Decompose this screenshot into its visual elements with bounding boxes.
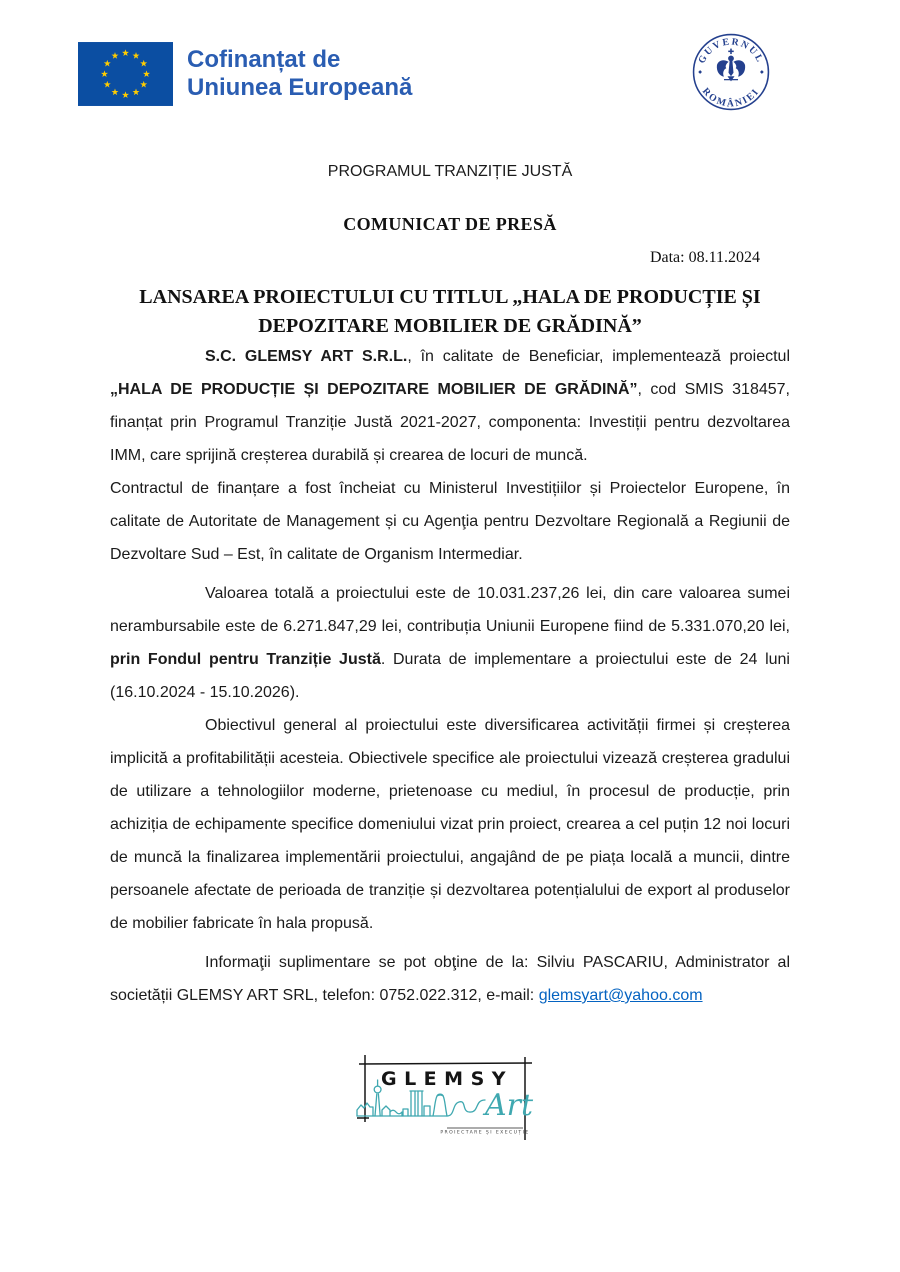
text-run: . Durata de implementare a proiectului este de 24 luni (16.10.2024 - 15.10.2026). (110, 651, 790, 701)
text-run: , în calitate de Beneficiar, implementează proiectul (407, 348, 790, 365)
eu-cofunded-logo (78, 42, 412, 106)
paragraph (110, 340, 790, 472)
paragraph (110, 709, 790, 940)
svg-text:ROMÂNIEI (700, 86, 762, 110)
program-title: PROGRAMUL TRANZIȚIE JUSTĂ (327, 163, 573, 180)
press-release-heading: COMUNICAT DE PRESĂ (343, 214, 557, 234)
text-run: Informaţii suplimentare se pot obţine de la: Silviu PASCARIU, Administrator al societății GLEMSY ART SRL, telefon: 0752.022.312, e-mail: (110, 954, 790, 1004)
text-run: Valoarea totală a proiectului este de 10.031.237,26 lei, din care valoarea sumei nerambursabile este de 6.271.847,29 lei, contribuția Uniunii Europene fiind de 5.331.070,20 lei, (110, 585, 790, 635)
glemsy-logo-icon (355, 1052, 545, 1144)
gov-emblem-icon (692, 33, 770, 111)
eagle-icon (717, 49, 745, 82)
document-title (70, 283, 830, 341)
bold-text-run: prin Fondul pentru Tranziție Justă (110, 651, 381, 668)
document-title-line1: LANSAREA PROIECTULUI CU TITLUL „HALA DE PRODUCȚIE ȘI (139, 286, 761, 308)
text-run: Obiectivul general al proiectului este diversificarea activității firmei și creșterea implicită a profitabilității acesteia. Obiectivele specifice ale proiectului vizează creșterea gradului de utilizare a tehnologiilor moderne, prietenoase cu mediul, în procesul de producție, prin achiziția de echipamente specifice domeniului vizat prin proiect, crearea a cel puțin 12 noi locuri de muncă la finalizarea implementării proiectului, angajând de pe piața locală a muncii, dintre persoanele afectate de perioada de tranziție și dezvoltarea potențialului de export al produselor de mobilier fabricate în hala propusă. (110, 717, 790, 932)
paragraph (110, 577, 790, 709)
glemsy-wordmark: GLEMSY (380, 1068, 514, 1090)
document-title-line2: DEPOZITARE MOBILIER DE GRĂDINĂ” (258, 315, 642, 337)
eu-logo-line2: Uniunea Europeană (187, 74, 413, 101)
glemsy-logo (355, 1052, 545, 1149)
eu-flag-icon (78, 42, 173, 106)
glemsy-art-script: Art (485, 1088, 534, 1123)
romanian-government-logo (692, 33, 770, 116)
document-body (110, 340, 790, 1012)
bold-text-run: S.C. GLEMSY ART S.R.L. (205, 348, 408, 365)
gov-logo-text-top: GUVERNUL (696, 36, 766, 66)
text-run: , cod SMIS 318457, finanțat prin Programul Tranziție Justă 2021-2027, componenta: Investiții pentru dezvoltarea IMM, care sprijină creșterea durabilă și crearea de locuri de muncă. (110, 381, 790, 464)
email-link[interactable]: glemsyart@yahoo.com (538, 987, 703, 1004)
paragraph (110, 946, 790, 1012)
eu-logo-text (187, 46, 412, 102)
date-line: Data: 08.11.2024 (649, 249, 760, 266)
text-run: Contractul de finanțare a fost încheiat cu Ministerul Investițiilor și Proiectelor Europene, în calitate de Autoritate de Management și cu Agenţia pentru Dezvoltare Regională a Regiunii de Dezvoltare Sud – Est, în calitate de Organism Intermediar. (110, 480, 790, 563)
paragraph (110, 472, 790, 571)
bold-text-run: „HALA DE PRODUCȚIE ȘI DEPOZITARE MOBILIER DE GRĂDINĂ” (110, 381, 638, 398)
gov-logo-text-bottom: ROMÂNIEI (699, 85, 763, 110)
glemsy-tagline: PROIECTARE ȘI EXECUȚIE (440, 1130, 530, 1136)
eu-logo-line1: Cofinanțat de (187, 46, 341, 73)
